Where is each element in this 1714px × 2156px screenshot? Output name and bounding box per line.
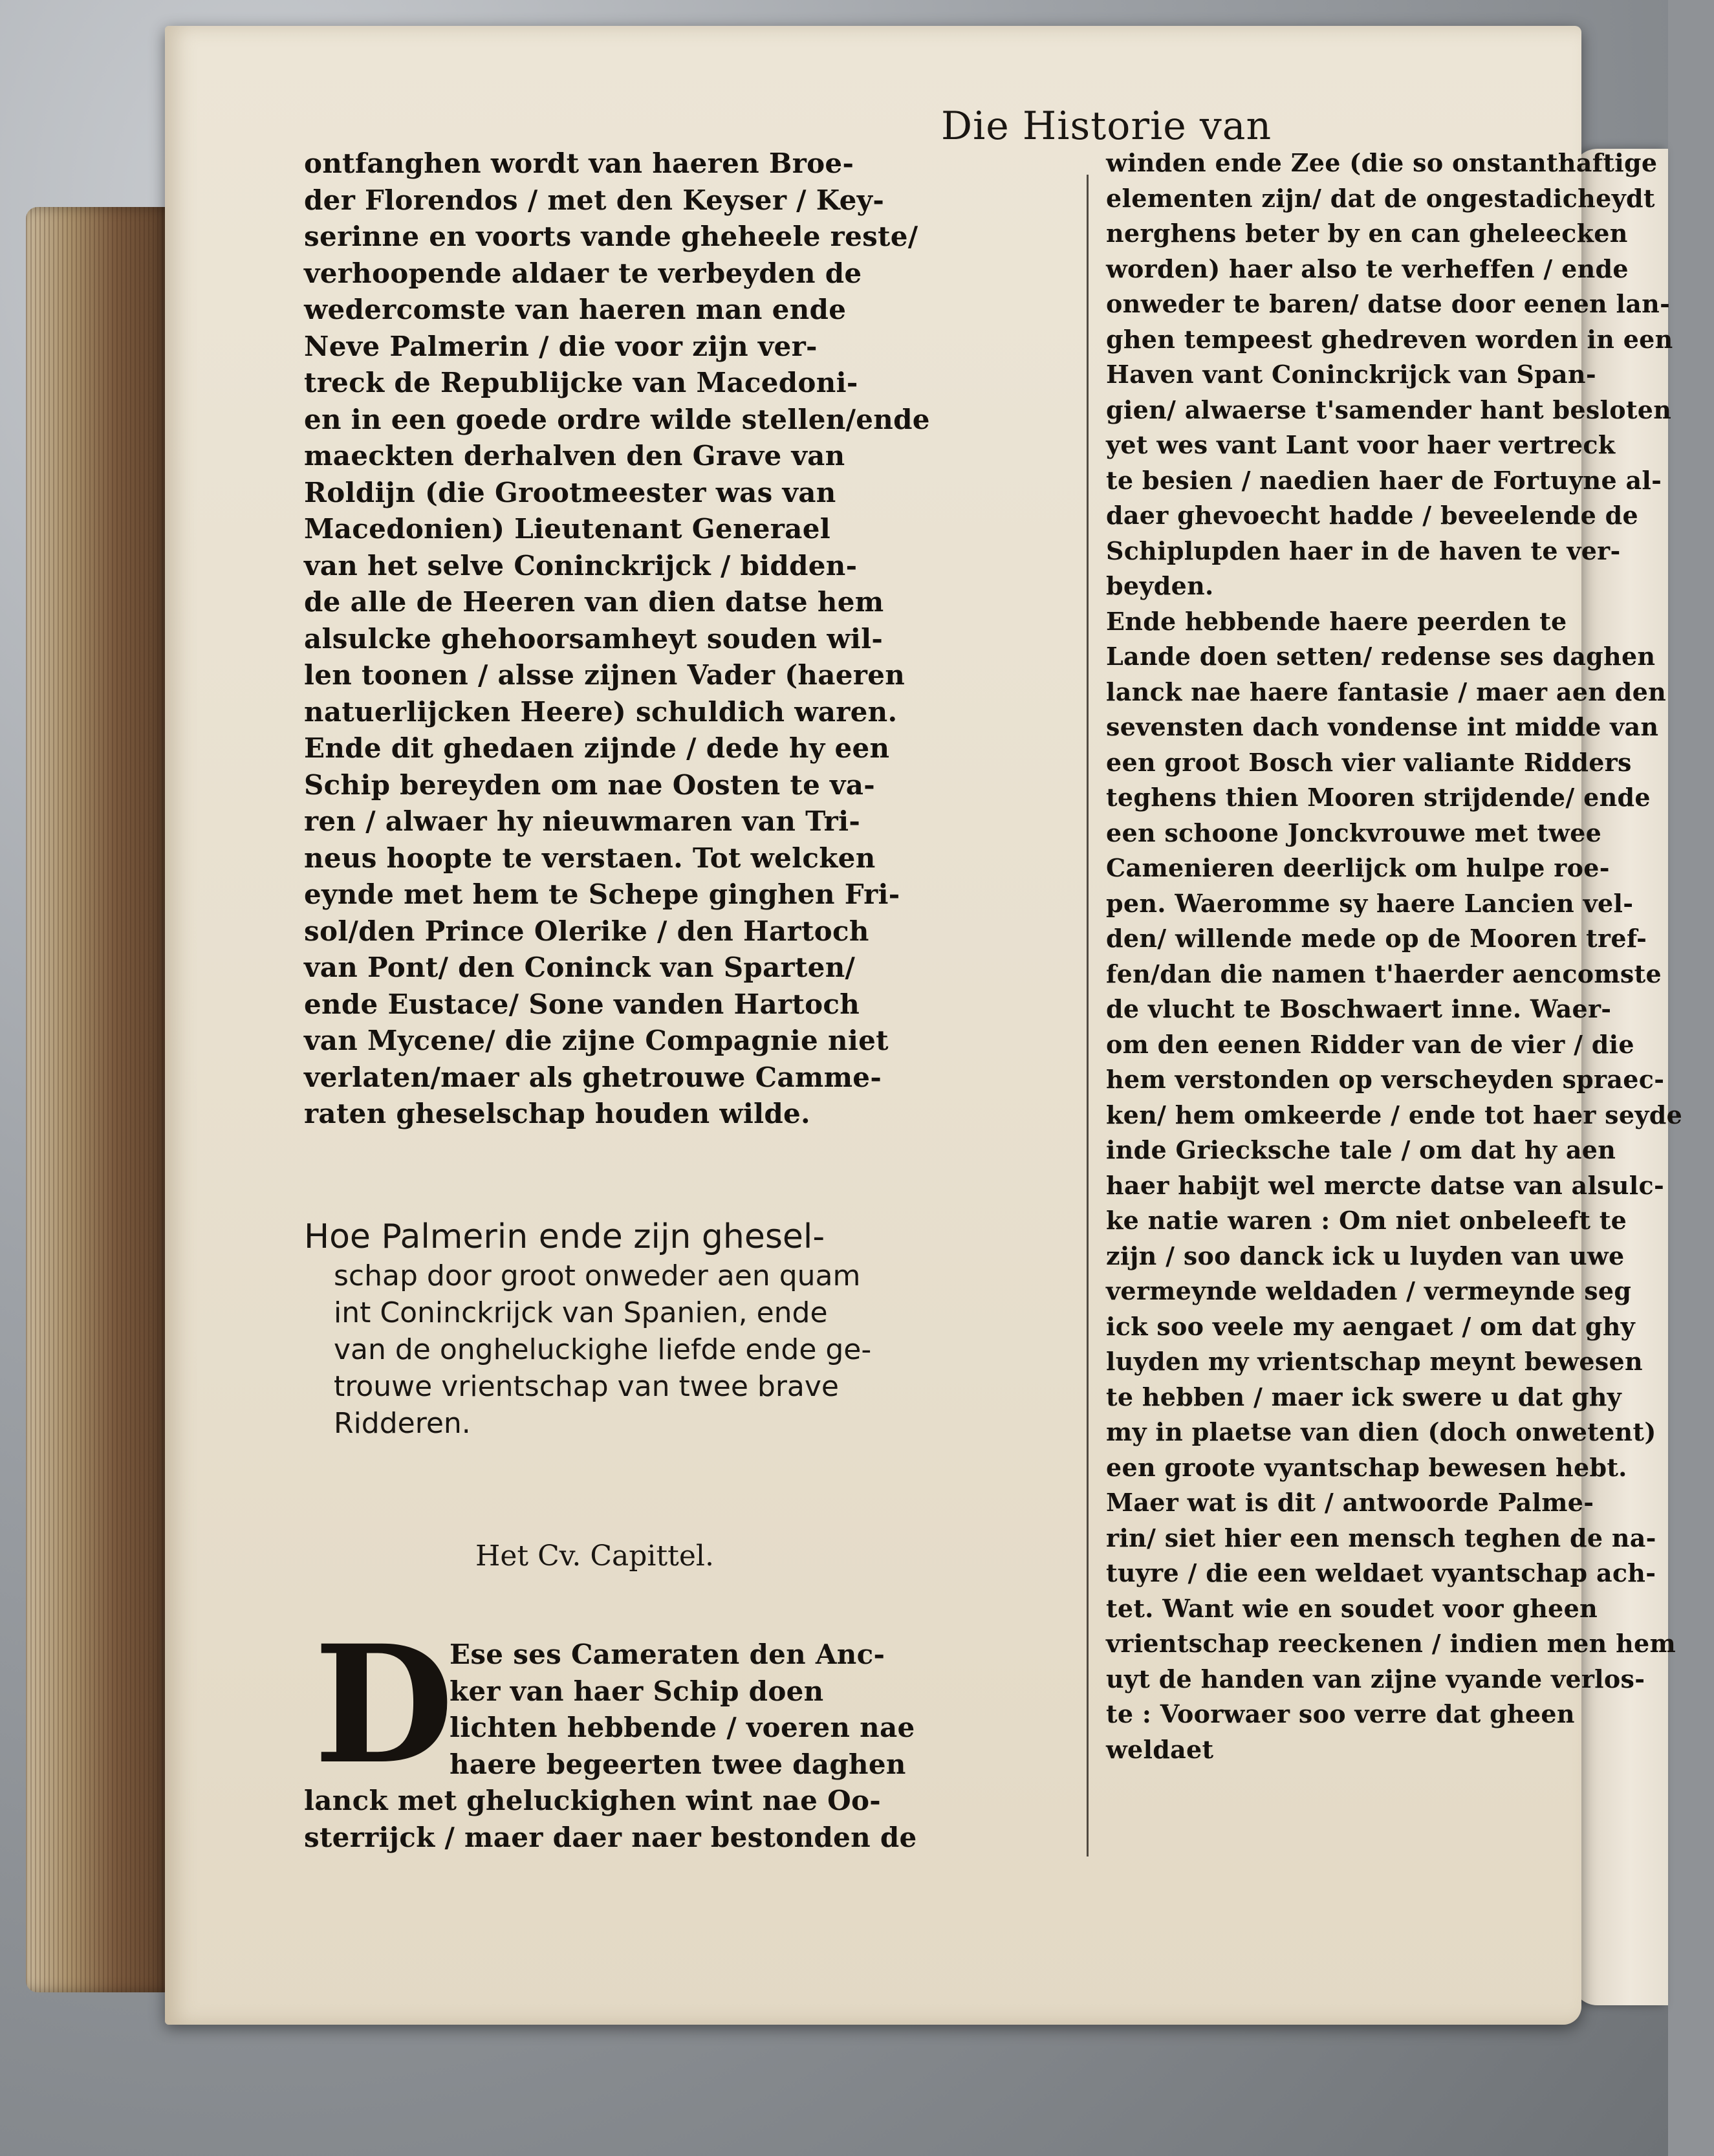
text-line: Macedonien) Lieutenant Generael xyxy=(304,513,830,545)
heading-line: int Coninckrijck van Spanien, ende xyxy=(334,1296,828,1329)
heading-line: van de ongheluckighe liefde ende ge- xyxy=(334,1333,872,1366)
text-line: van Mycene/ die zijne Compagnie niet xyxy=(304,1025,889,1056)
text-line: lanck met gheluckighen wint nae Oo- xyxy=(304,1785,882,1816)
book-page xyxy=(165,26,1683,2025)
text-line: maeckten derhalven den Grave van xyxy=(304,440,845,472)
text-line: en in een goede ordre wilde stellen/ende xyxy=(304,403,930,435)
text-line: hem verstonden op verscheyden spraec- xyxy=(1106,1065,1665,1094)
left-column xyxy=(304,146,1074,1133)
text-line: weldaet xyxy=(1106,1734,1214,1764)
text-line: treck de Republijcke van Macedoni- xyxy=(304,367,858,398)
text-line: lichten hebbende / voeren nae xyxy=(450,1712,915,1743)
text-line: ghen tempeest ghedreven worden in een xyxy=(1106,324,1673,354)
text-line: worden) haer also te verheffen / ende xyxy=(1106,254,1629,283)
text-line: ende Eustace/ Sone vanden Hartoch xyxy=(304,988,860,1020)
text-line: om den eenen Ridder van de vier / die xyxy=(1106,1029,1634,1059)
heading-line: Hoe Palmerin ende zijn ghesel- xyxy=(304,1217,825,1256)
text-line: te hebben / maer ick swere u dat ghy xyxy=(1106,1382,1622,1411)
text-line: te : Voorwaer soo verre dat gheen xyxy=(1106,1699,1575,1728)
text-line: ick soo veele my aengaet / om dat ghy xyxy=(1106,1311,1636,1341)
text-line: alsulcke ghehoorsamheyt souden wil- xyxy=(304,622,884,655)
text-line: Schip bereyden om nae Oosten te va- xyxy=(304,768,875,801)
text-line: zijn / soo danck ick u luyden van uwe xyxy=(1106,1241,1625,1270)
right-column xyxy=(1106,146,1714,1767)
text-line: ren / alwaer hy nieuwmaren van Tri- xyxy=(304,805,861,837)
text-line: natuerlijcken Heere) schuldich waren. xyxy=(304,695,898,728)
text-line: beyden. xyxy=(1106,571,1214,600)
text-line: daer ghevoecht hadde / beveelende de xyxy=(1106,501,1638,530)
book-page-edges xyxy=(26,207,175,1992)
text-line: ken/ hem omkeerde / ende tot haer seyde xyxy=(1106,1100,1683,1129)
text-line: vrientschap reeckenen / indien men hem xyxy=(1106,1629,1676,1658)
text-line: fen/dan die namen t'haerder aencomste xyxy=(1106,959,1662,988)
column-rule xyxy=(1087,175,1089,1857)
text-line: neus hoopte te verstaen. Tot welcken xyxy=(304,842,876,874)
heading-line: schap door groot onweder aen quam xyxy=(334,1259,861,1292)
text-line: pen. Waeromme sy haere Lancien vel- xyxy=(1106,888,1634,918)
text-line: raten gheselschap houden wilde. xyxy=(304,1098,810,1129)
page-edge-lines xyxy=(26,207,175,1992)
text-line: Haven vant Coninckrijck van Span- xyxy=(1106,360,1596,389)
text-line: rin/ siet hier een mensch teghen de na- xyxy=(1106,1523,1656,1552)
text-line: den/ willende mede op de Mooren tref- xyxy=(1106,924,1647,953)
text-line: van het selve Coninckrijck / bidden- xyxy=(304,549,858,582)
text-line: Ese ses Cameraten den Anc- xyxy=(450,1639,885,1670)
text-line: yet wes vant Lant voor haer vertreck xyxy=(1106,430,1616,459)
text-line: Camenieren deerlijck om hulpe roe- xyxy=(1106,853,1610,882)
text-line: de vlucht te Boschwaert inne. Waer- xyxy=(1106,994,1612,1023)
text-line: lanck nae haere fantasie / maer aen den xyxy=(1106,677,1666,706)
text-line: len toonen / alsse zijnen Vader (haeren xyxy=(304,659,906,691)
text-line: wedercomste van haeren man ende xyxy=(304,294,847,325)
text-line: my in plaetse van dien (doch onwetent) xyxy=(1106,1417,1656,1446)
text-line: een groote vyantschap bewesen hebt. xyxy=(1106,1452,1627,1482)
text-line: sevensten dach vondense int midde van xyxy=(1106,712,1659,741)
text-line: sterrijck / maer daer naer bestonden de xyxy=(304,1821,917,1853)
text-line: onweder te baren/ datse door eenen lan- xyxy=(1106,289,1671,318)
text-line: Ende dit ghedaen zijnde / dede hy een xyxy=(304,732,890,764)
text-line: ontfanghen wordt van haeren Broe- xyxy=(304,147,854,179)
text-line: verhoopende aldaer te verbeyden de xyxy=(304,257,862,289)
text-line: elementen zijn/ dat de ongestadicheydt xyxy=(1106,183,1655,213)
text-line: teghens thien Mooren strijdende/ ende xyxy=(1106,783,1651,812)
running-head: Die Historie van xyxy=(941,103,1272,149)
text-line: uyt de handen van zijne vyande verlos- xyxy=(1106,1664,1645,1693)
text-line: der Florendos / met den Keyser / Key- xyxy=(304,184,885,216)
text-line: tuyre / die een weldaet vyantschap ach- xyxy=(1106,1558,1656,1587)
text-line: tet. Want wie en soudet voor gheen xyxy=(1106,1593,1598,1623)
text-line: sol/den Prince Olerike / den Hartoch xyxy=(304,915,869,947)
chapter-text xyxy=(304,1637,1074,1856)
text-line: winden ende Zee (die so onstanthaftige xyxy=(1106,148,1658,177)
text-line: haer habijt wel mercte datse van alsulc- xyxy=(1106,1170,1665,1200)
text-line: haere begeerten twee daghen xyxy=(450,1748,906,1780)
text-line: ker van haer Schip doen xyxy=(450,1675,824,1707)
text-line: een groot Bosch vier valiante Ridders xyxy=(1106,747,1632,777)
text-line: Schiplupden haer in de haven te ver- xyxy=(1106,536,1621,565)
text-line: gien/ alwaerse t'samender hant besloten xyxy=(1106,395,1672,424)
text-line: een schoone Jonckvrouwe met twee xyxy=(1106,818,1602,847)
text-line: vermeynde weldaden / vermeynde seg xyxy=(1106,1276,1632,1305)
heading-line: trouwe vrientschap van twee brave xyxy=(334,1370,839,1403)
text-line: Roldijn (die Grootmeester was van xyxy=(304,476,836,508)
text-line: Maer wat is dit / antwoorde Palme- xyxy=(1106,1488,1594,1517)
text-line: nerghens beter by en can gheleecken xyxy=(1106,219,1628,248)
chapter-title: Het Cv. Capittel. xyxy=(475,1540,714,1573)
text-line: Ende hebbende haere peerden te xyxy=(1106,606,1567,636)
heading-line: Ridderen. xyxy=(334,1407,471,1440)
chapter-heading xyxy=(304,1216,1074,1442)
text-line: ke natie waren : Om niet onbeleeft te xyxy=(1106,1206,1627,1235)
text-line: te besien / naedien haer de Fortuyne al- xyxy=(1106,465,1662,495)
text-line: eynde met hem te Schepe ginghen Fri- xyxy=(304,878,900,910)
text-line: Lande doen setten/ redense ses daghen xyxy=(1106,642,1656,671)
text-line: van Pont/ den Coninck van Sparten/ xyxy=(304,952,856,983)
text-line: inde Griecksche tale / om dat hy aen xyxy=(1106,1135,1616,1164)
text-line: serinne en voorts vande gheheele reste/ xyxy=(304,221,918,252)
text-line: verlaten/maer als ghetrouwe Camme- xyxy=(304,1061,882,1093)
text-line: de alle de Heeren van dien datse hem xyxy=(304,586,884,618)
drop-cap: D xyxy=(314,1609,454,1800)
text-line: Neve Palmerin / die voor zijn ver- xyxy=(304,330,818,362)
text-line: luyden my vrientschap meynt bewesen xyxy=(1106,1347,1643,1376)
